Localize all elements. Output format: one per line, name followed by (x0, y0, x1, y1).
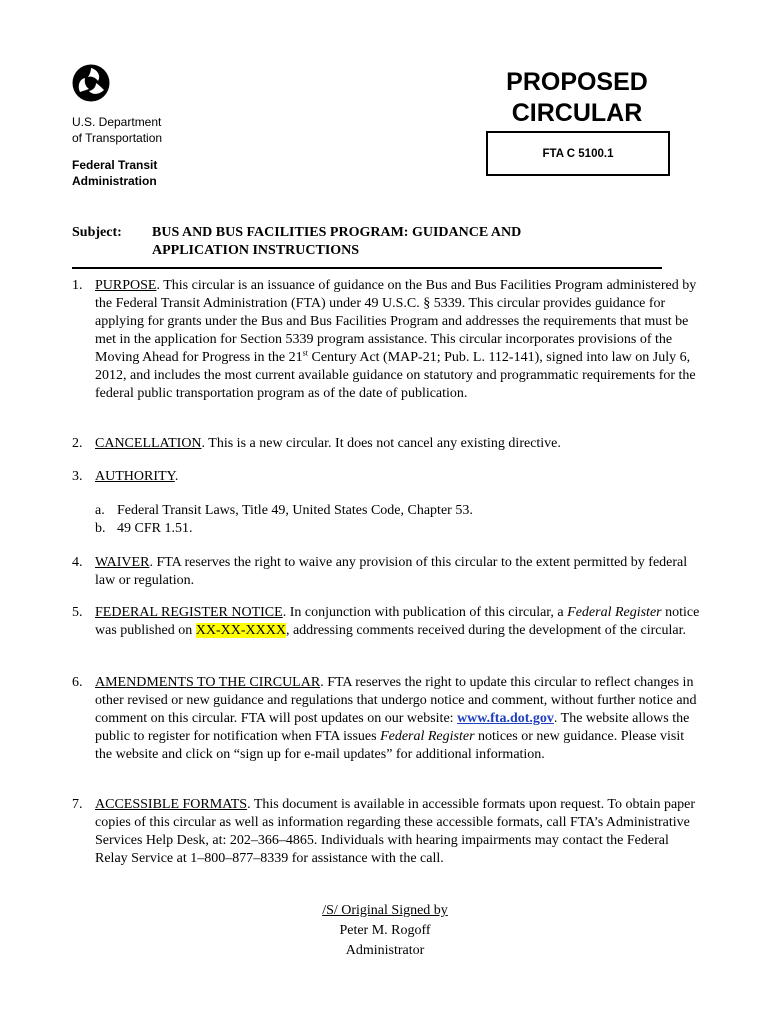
section-heading: FEDERAL REGISTER NOTICE (95, 605, 283, 620)
title-line1: PROPOSED (506, 68, 648, 96)
signatory-title: Administrator (345, 943, 425, 958)
subject-line1: BUS AND BUS FACILITIES PROGRAM: GUIDANCE AND (152, 225, 522, 240)
section-text: . This is a new circular. It does not cancel any existing directive. (201, 436, 561, 451)
section-text: . This circular is an issuance of guidance on the Bus and Bus Facilities Program administered by the Federal Transit Administration (FTA) under 49 U.S.C. § 5339. This circular provides guidance for applying for grants under the Bus and Bus Facilities Program and addresses the requirements that must be met in the application for Section 5339 program assistance. This circular incorporates provisions of the Moving Ahead for Progress in the 21 (95, 278, 697, 365)
section-heading: PURPOSE (95, 278, 157, 293)
section-number: 4. (72, 555, 83, 570)
section-heading: ACCESSIBLE FORMATS (95, 797, 248, 812)
item-text: 49 CFR 1.51. (117, 521, 193, 536)
dot-logo-icon (72, 64, 110, 102)
section-number: 3. (72, 469, 83, 484)
signature-block (200, 901, 570, 961)
section-body (95, 674, 702, 764)
subject-text (152, 224, 592, 260)
section-heading: CANCELLATION (95, 436, 202, 451)
document-title (486, 67, 668, 129)
authority-item (95, 520, 192, 538)
section-text: . (174, 469, 179, 484)
section-heading: AUTHORITY (95, 469, 175, 484)
section-authority (72, 468, 702, 486)
date-placeholder-highlight: XX-XX-XXXX (195, 623, 286, 638)
section-text: . In conjunction with publication of this circular, a (282, 605, 568, 620)
section-number: 1. (72, 278, 83, 293)
section-body (95, 796, 702, 868)
italic-text: Federal Register (380, 729, 475, 744)
section-text: Century Act (MAP-21; Pub. L. 112-141), signed into law on July 6, 2012, and includes the most current available guidance on statutory and programmatic requirements for the federal public transportation program as of the date of publication. (95, 350, 696, 401)
subject-divider (72, 267, 662, 269)
section-amendments (72, 674, 702, 764)
agency-line1: Federal Transit (72, 158, 158, 172)
section-text: notice was published on (95, 605, 700, 638)
subject-label: Subject: (72, 225, 122, 240)
section-body (95, 277, 702, 403)
circular-number: FTA C 5100.1 (542, 147, 614, 160)
section-purpose (72, 277, 702, 403)
section-text: . This document is available in accessible formats upon request. To obtain paper copies of this circular as well as information regarding these accessible formats, call FTA’s Administrative Services Help Desk, at: 202–366–4865. Individuals with hearing impairments may contact the Federal Relay Service at 1–800–877–8339 for assistance with the call. (95, 797, 696, 866)
department-line1: U.S. Department (72, 115, 162, 129)
section-body (95, 554, 702, 590)
section-federal-register-notice (72, 604, 702, 640)
department-line2: of Transportation (72, 131, 163, 145)
section-text: , addressing comments received during the development of the circular. (285, 623, 686, 638)
superscript: st (302, 348, 308, 358)
section-text: notices or new guidance. Please visit the website and click on “sign up for e-mail updates” for additional information. (95, 729, 685, 762)
section-number: 6. (72, 675, 83, 690)
section-number: 5. (72, 605, 83, 620)
section-body (95, 435, 702, 453)
item-key: a. (95, 503, 105, 518)
authority-item (95, 502, 473, 520)
item-key: b. (95, 521, 106, 536)
section-cancellation (72, 435, 702, 453)
section-text: . FTA reserves the right to update this circular to reflect changes in other revised or new guidance and regulations that undergo notice and comment, without further notice and comment on this circular. FTA will post updates on our website: (95, 675, 697, 726)
fta-website-link[interactable]: www.fta.dot.gov (457, 711, 554, 726)
section-number: 2. (72, 436, 83, 451)
signature-line: /S/ Original Signed by (322, 903, 448, 918)
item-text: Federal Transit Laws, Title 49, United States Code, Chapter 53. (117, 503, 473, 518)
section-waiver (72, 554, 702, 590)
title-line2: CIRCULAR (511, 99, 643, 127)
section-body (95, 604, 702, 640)
signatory-name: Peter M. Rogoff (339, 923, 431, 938)
section-accessible-formats (72, 796, 702, 868)
agency-line2: Administration (72, 174, 157, 188)
section-number: 7. (72, 797, 83, 812)
circular-number-box (486, 131, 670, 176)
section-text: . FTA reserves the right to waive any provision of this circular to the extent permitted by federal law or regulation. (95, 555, 688, 588)
agency-name (72, 157, 157, 189)
section-heading: AMENDMENTS TO THE CIRCULAR (95, 675, 321, 690)
section-heading: WAIVER (95, 555, 150, 570)
italic-text: Federal Register (567, 605, 662, 620)
department-name (72, 114, 162, 146)
section-text: . The website allows the public to register for notification when FTA issues (95, 711, 690, 744)
subject-line2: APPLICATION INSTRUCTIONS (152, 243, 360, 258)
section-body (95, 468, 702, 486)
